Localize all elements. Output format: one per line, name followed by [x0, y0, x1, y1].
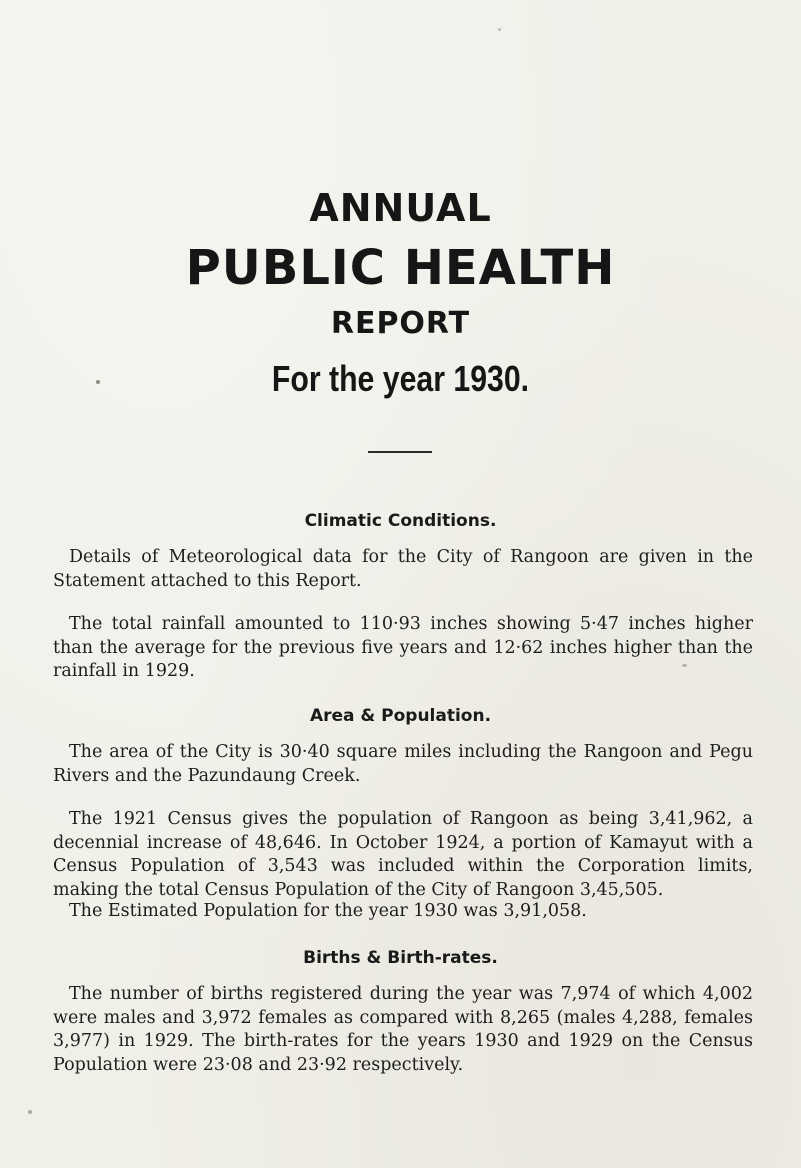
paragraph-text: The total rainfall amounted to 110·93 inches showing 5·47 inches higher than the average for the previous five years and 12·62 inches higher than the rainfall in 1929.	[53, 614, 753, 681]
heading-climatic-conditions: Climatic Conditions.	[304, 511, 497, 531]
paper-speck	[96, 380, 100, 384]
paragraph-text: The Estimated Population for the year 1930 was 3,91,058.	[69, 901, 587, 921]
title-public-health: PUBLIC HEALTH	[185, 240, 616, 296]
paper-speck	[28, 1110, 32, 1114]
paragraph-census	[53, 808, 753, 902]
paragraph-text: The 1921 Census gives the population of Rangoon as being 3,41,962, a decennial increase of 48,646. In October 1924, a portion of Kamayut with a Census Population of 3,543 was included within the Corporation limits, making the total Census Population of the City of Rangoon 3,45,505.	[53, 809, 753, 900]
paragraph-text: Details of Meteorological data for the City of Rangoon are given in the Statement attached to this Report.	[53, 547, 753, 591]
title-report: REPORT	[330, 306, 471, 341]
title-year: For the year 1930.	[271, 358, 530, 399]
title-annual: ANNUAL	[309, 186, 492, 230]
paragraph-rainfall	[53, 613, 753, 684]
heading-births-birth-rates: Births & Birth-rates.	[303, 948, 498, 968]
paragraph-text: The number of births registered during the year was 7,974 of which 4,002 were males and 3,972 females as compared with 8,265 (males 4,288, females 3,977) in 1929. The birth-rates for the years 1930 and 1929 on the Census Population were 23·08 and 23·92 respectively.	[53, 984, 753, 1075]
paragraph-city-area	[53, 741, 753, 788]
paragraph-meteorological-data	[53, 546, 753, 593]
section-divider	[368, 451, 432, 453]
paper-speck	[682, 664, 687, 667]
paper-speck	[498, 28, 501, 31]
paragraph-births	[53, 983, 753, 1077]
paragraph-estimated-population	[53, 900, 753, 924]
heading-area-population: Area & Population.	[309, 706, 492, 726]
paragraph-text: The area of the City is 30·40 square miles including the Rangoon and Pegu Rivers and the Pazundaung Creek.	[53, 742, 753, 786]
